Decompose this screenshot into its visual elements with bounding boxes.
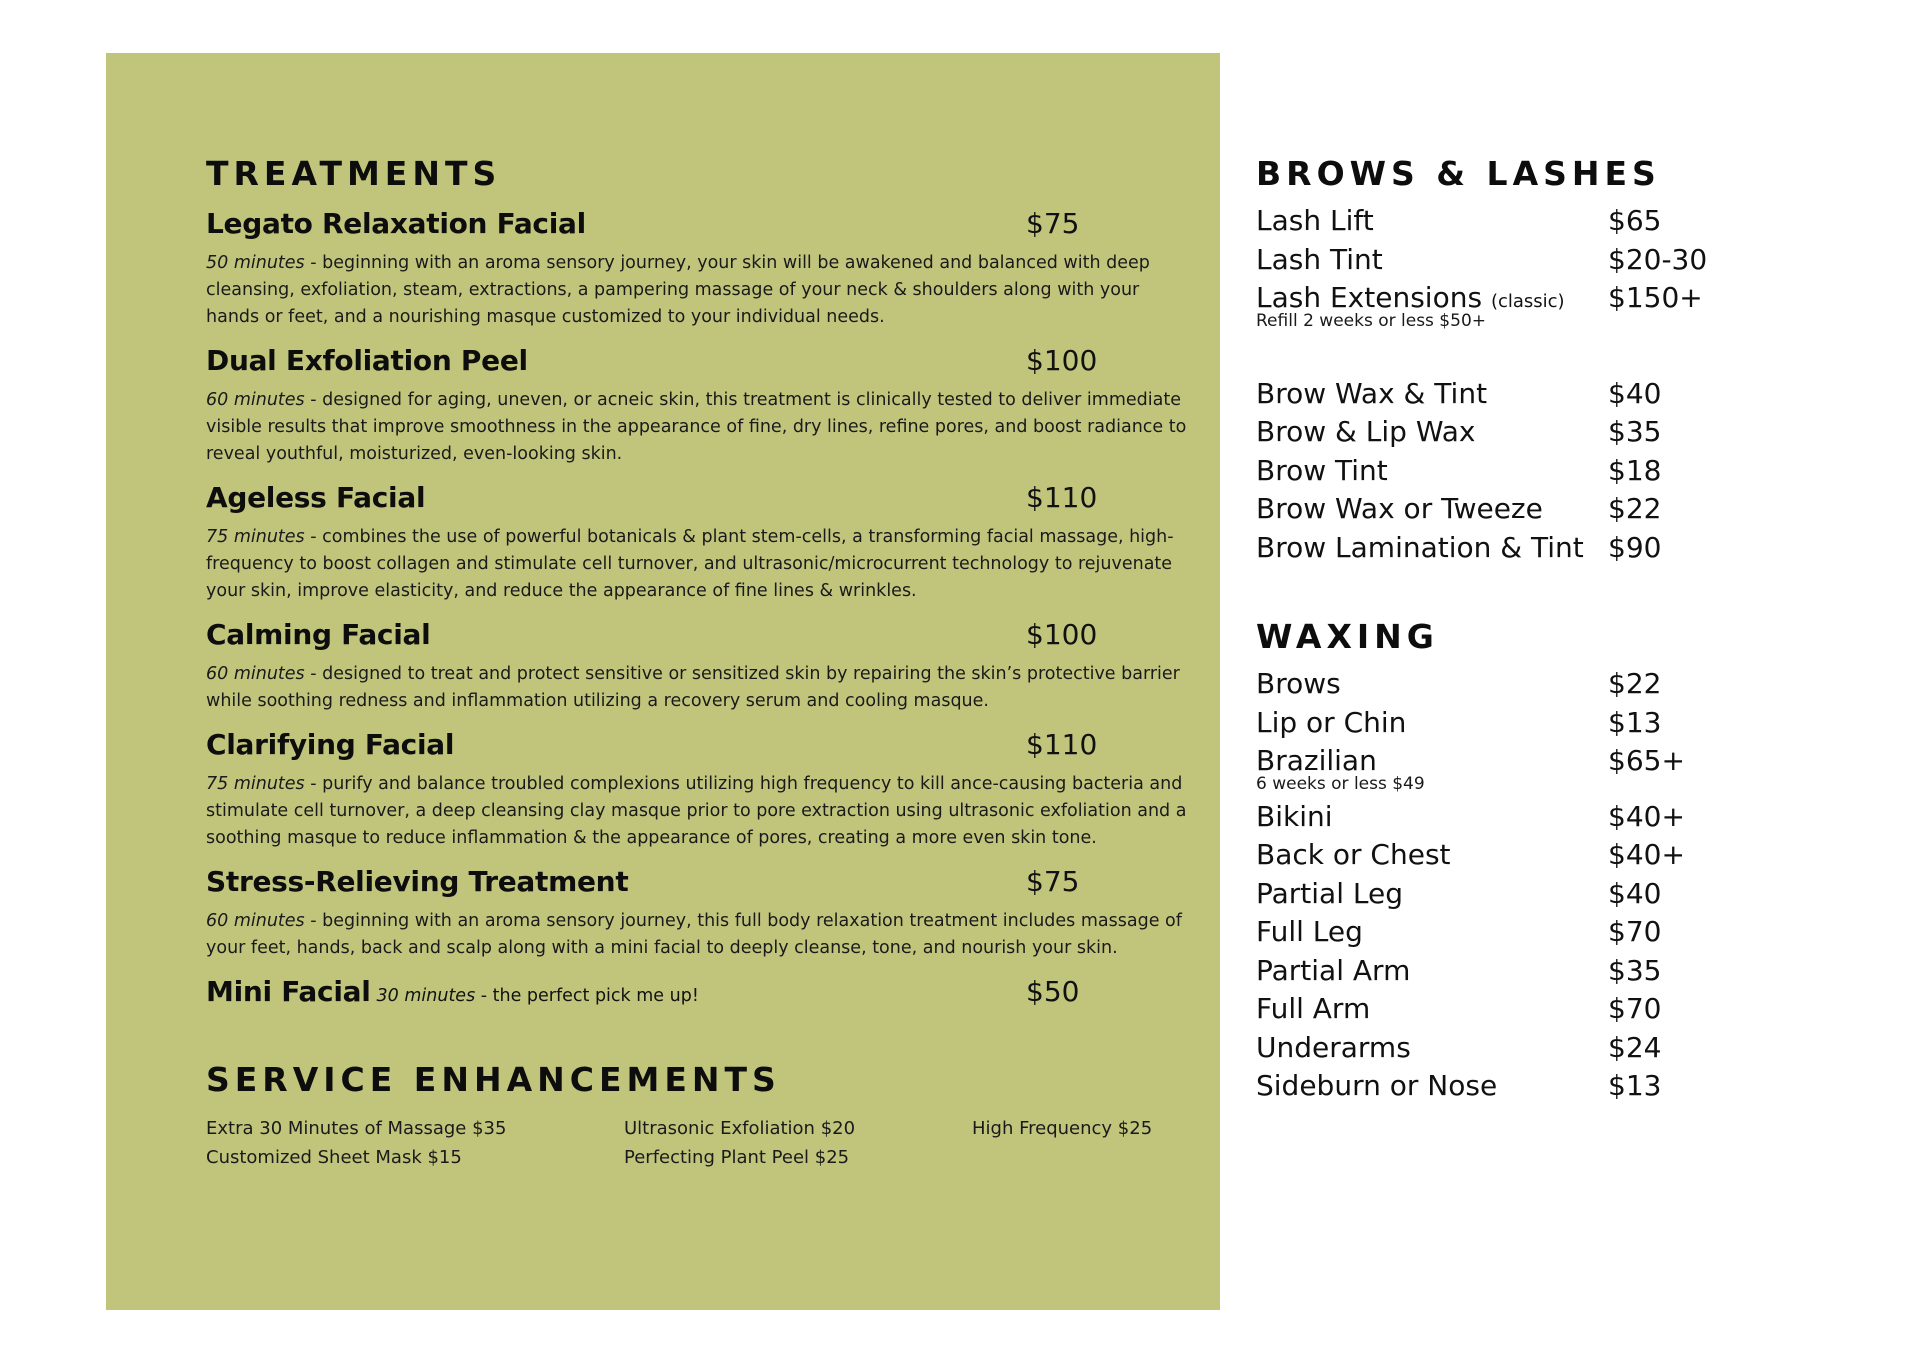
service-name: Lash Extensions xyxy=(1256,281,1483,314)
treatment-item xyxy=(206,862,1196,962)
treatment-description xyxy=(206,661,1196,715)
price-list-item xyxy=(1256,913,1856,952)
service-name: Lash Lift xyxy=(1256,204,1374,237)
price-list-item xyxy=(1256,202,1856,241)
treatment-desc-text: - designed for aging, uneven, or acneic skin, this treatment is clinically tested to deliver immediate visible results that improve smoothness in the appearance of fine, dry lines, refine pores, and boost radiance to reveal youthful, moisturized, even-looking skin. xyxy=(206,390,1187,464)
treatment-header xyxy=(206,615,1196,655)
treatment-price: $110 xyxy=(1026,728,1098,761)
treatment-description xyxy=(206,524,1196,605)
service-price: $65+ xyxy=(1608,744,1685,777)
enhancement-item: High Frequency $25 xyxy=(972,1118,1153,1139)
price-list-item xyxy=(1256,241,1856,280)
treatment-price: $110 xyxy=(1026,481,1098,514)
price-list-item xyxy=(1256,665,1856,704)
treatment-description xyxy=(206,771,1196,852)
treatment-name: Ageless Facial xyxy=(206,481,426,514)
price-list-item xyxy=(1256,1029,1856,1068)
service-price: $70 xyxy=(1608,992,1662,1025)
service-price: $35 xyxy=(1608,415,1662,448)
price-list-item xyxy=(1256,742,1856,781)
service-price: $24 xyxy=(1608,1030,1662,1064)
service-price: $150+ xyxy=(1608,281,1703,314)
service-name: Lip or Chin xyxy=(1256,705,1407,739)
service-note: Refill 2 weeks or less $50+ xyxy=(1256,310,1486,331)
service-name: Brazilian xyxy=(1256,744,1377,777)
service-name: Back or Chest xyxy=(1256,838,1451,871)
service-price: $40+ xyxy=(1608,799,1685,833)
treatment-description xyxy=(206,908,1196,962)
treatment-description xyxy=(206,250,1196,331)
price-list-item xyxy=(1256,279,1856,318)
treatment-desc-text: - beginning with an aroma sensory journey, this full body relaxation treatment includes massage of your feet, hands, back and scalp along with a mini facial to deeply cleanse, tone, and nourish your skin. xyxy=(206,911,1182,958)
treatment-item xyxy=(206,204,1196,331)
treatment-duration: 60 minutes xyxy=(206,390,305,410)
service-price: $13 xyxy=(1608,1069,1662,1102)
price-list-item xyxy=(1256,990,1856,1029)
price-list-item xyxy=(1256,952,1856,991)
spacer xyxy=(1256,567,1856,613)
service-price: $90 xyxy=(1608,530,1662,564)
service-price: $40 xyxy=(1608,876,1662,910)
price-list-item xyxy=(1256,798,1856,837)
treatment-duration: 75 minutes xyxy=(206,527,305,547)
treatment-price: $100 xyxy=(1026,344,1098,377)
brows-lashes-heading: BROWS & LASHES xyxy=(1256,154,1661,193)
treatment-item xyxy=(206,478,1196,605)
service-price: $40 xyxy=(1608,376,1662,410)
treatment-item xyxy=(206,725,1196,852)
enhancement-item: Ultrasonic Exfoliation $20 xyxy=(624,1118,856,1139)
treatment-name: Stress-Relieving Treatment xyxy=(206,865,629,898)
service-price: $40+ xyxy=(1608,838,1685,871)
treatment-duration: 60 minutes xyxy=(206,664,305,684)
treatment-header xyxy=(206,725,1196,765)
service-name: Partial Leg xyxy=(1256,876,1403,910)
service-name: Partial Arm xyxy=(1256,953,1411,987)
service-name: Brow Tint xyxy=(1256,453,1388,487)
service-name: Bikini xyxy=(1256,799,1333,833)
price-list-item xyxy=(1256,490,1856,529)
price-list-item xyxy=(1256,529,1856,568)
service-name: Brow Wax & Tint xyxy=(1256,376,1488,410)
service-name: Lash Tint xyxy=(1256,242,1383,276)
treatment-item xyxy=(206,341,1196,468)
treatment-duration: 50 minutes xyxy=(206,253,305,273)
treatment-header xyxy=(206,204,1196,244)
service-name: Full Arm xyxy=(1256,992,1371,1025)
service-price: $13 xyxy=(1608,705,1662,739)
price-list-item xyxy=(1256,1067,1856,1106)
price-list-item xyxy=(1256,452,1856,491)
mini-facial-item xyxy=(206,972,1196,1012)
price-list-item xyxy=(1256,413,1856,452)
service-name: Sideburn or Nose xyxy=(1256,1069,1498,1102)
enhancement-item: Perfecting Plant Peel $25 xyxy=(624,1147,850,1168)
enhancement-item: Customized Sheet Mask $15 xyxy=(206,1147,462,1168)
treatment-desc-text: - designed to treat and protect sensitive or sensitized skin by repairing the skin’s protective barrier while soothing redness and inflammation utilizing a recovery serum and cooling masque. xyxy=(206,664,1180,711)
treatment-header xyxy=(206,341,1196,381)
service-note: 6 weeks or less $49 xyxy=(1256,773,1425,794)
service-qualifier: (classic) xyxy=(1490,291,1565,312)
treatment-name: Calming Facial xyxy=(206,618,431,651)
enhancements-grid xyxy=(206,1114,1196,1178)
treatment-header xyxy=(206,478,1196,518)
service-name: Brow Lamination & Tint xyxy=(1256,530,1584,564)
service-name: Brows xyxy=(1256,667,1341,700)
treatment-item xyxy=(206,615,1196,715)
service-name: Brow & Lip Wax xyxy=(1256,415,1476,448)
treatment-price: $100 xyxy=(1026,618,1098,651)
treatment-duration: 75 minutes xyxy=(206,774,305,794)
treatment-desc-text: - beginning with an aroma sensory journey, your skin will be awakened and balanced with deep cleansing, exfoliation, steam, extractions, a pampering massage of your neck & shoulders along with your hands or feet, and a nourishing masque customized to your individual needs. xyxy=(206,253,1150,327)
treatment-header xyxy=(206,862,1196,902)
treatment-price: $75 xyxy=(1026,207,1080,240)
service-price: $20-30 xyxy=(1608,242,1708,276)
waxing-heading: WAXING xyxy=(1256,617,1439,656)
treatment-name: Legato Relaxation Facial xyxy=(206,207,586,240)
service-price: $65 xyxy=(1608,204,1662,237)
treatment-desc-text: - the perfect pick me up! xyxy=(475,986,699,1006)
treatment-name: Clarifying Facial xyxy=(206,728,455,761)
treatment-desc-text: - combines the use of powerful botanicals & plant stem-cells, a transforming facial massage, high-frequency to boost collagen and stimulate cell turnover, and ultrasonic/microcurrent technology to rejuvenate your skin, improve elasticity, and reduce the appearance of fine lines & wrinkles. xyxy=(206,527,1174,601)
price-list-item xyxy=(1256,836,1856,875)
treatment-name: Mini Facial xyxy=(206,975,371,1008)
service-name: Underarms xyxy=(1256,1030,1411,1064)
price-list-item xyxy=(1256,875,1856,914)
service-price: $22 xyxy=(1608,667,1662,700)
service-enhancements-heading: SERVICE ENHANCEMENTS xyxy=(206,1060,781,1099)
service-price: $70 xyxy=(1608,915,1662,948)
treatments-column xyxy=(206,150,1196,1178)
treatment-desc-text: - purify and balance troubled complexions utilizing high frequency to kill ance-causing bacteria and stimulate cell turnover, a deep cleansing clay masque prior to pore extraction using ultrasonic exfoliation and a soothing masque to reduce inflammation & the appearance of pores, creating a more even skin tone. xyxy=(206,774,1187,848)
treatment-price: $75 xyxy=(1026,865,1080,898)
treatments-heading: TREATMENTS xyxy=(206,154,502,193)
service-price: $18 xyxy=(1608,453,1662,487)
service-name: Brow Wax or Tweeze xyxy=(1256,492,1543,525)
treatment-duration: 30 minutes xyxy=(376,986,476,1006)
brows-waxing-column xyxy=(1256,150,1856,1106)
treatment-description xyxy=(206,387,1196,468)
enhancement-item: Extra 30 Minutes of Massage $35 xyxy=(206,1118,507,1139)
treatment-price: $50 xyxy=(1026,975,1080,1008)
treatment-duration: 60 minutes xyxy=(206,911,305,931)
service-price: $35 xyxy=(1608,953,1662,987)
service-name: Full Leg xyxy=(1256,915,1363,948)
treatment-name: Dual Exfoliation Peel xyxy=(206,344,528,377)
spacer xyxy=(1256,335,1856,375)
service-price: $22 xyxy=(1608,492,1662,525)
price-list-item xyxy=(1256,704,1856,743)
price-list-item xyxy=(1256,375,1856,414)
